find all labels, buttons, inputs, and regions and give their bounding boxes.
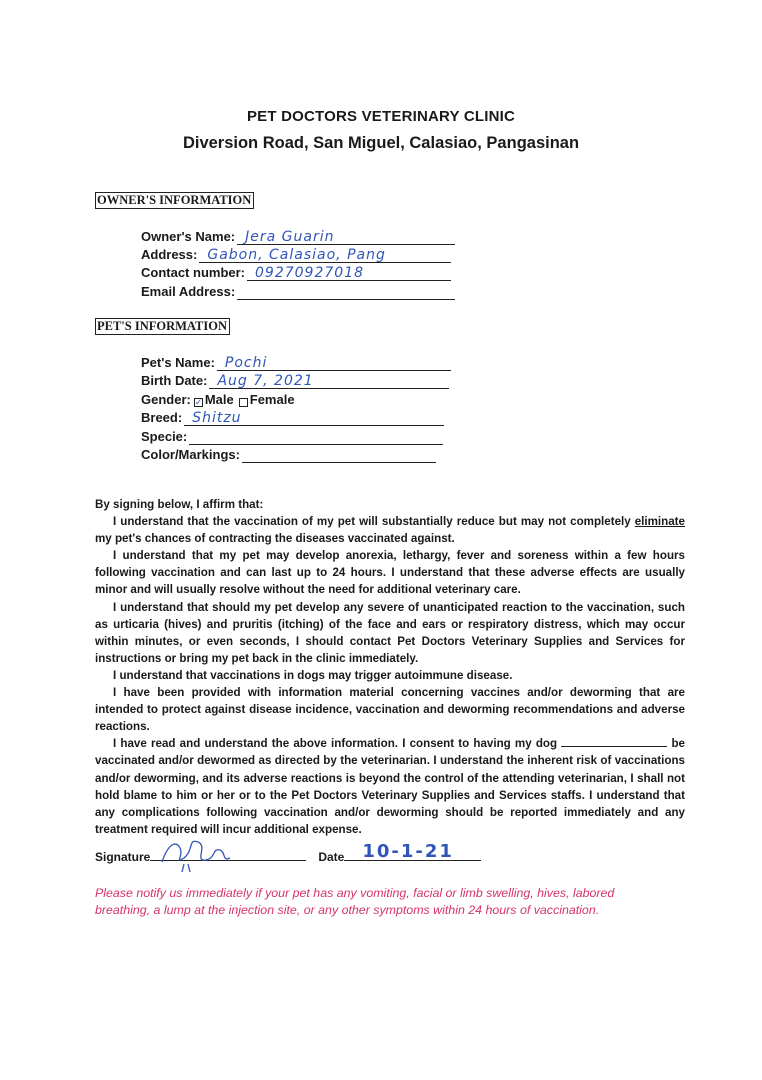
owner-email-label: Email Address: <box>141 284 236 299</box>
consent-paragraph-3: I understand that should my pet develop any severe of unanticipated reaction to the vaccination, such as urticaria (hives) and pruritis (itching) of the face and ears or respiratory distress, which may occur within minutes, or even seconds, I should contact Pet Doctors Veterinary Supplies and Services for instructions or bring my pet back in the clinic immediately. <box>95 600 685 665</box>
pet-name-value: Pochi <box>224 355 268 371</box>
p6-text-after: be vaccinated and/or dewormed as directed by the veterinarian. I understand the inherent risk of vaccinations and/or deworming, and its adverse reactions is beyond the control of the attending veterinarian, I shall not hold blame to him or her or to the Pet Doctors Veterinary Supplies and Services staffs. I understand that any complications following vaccination and/or deworming should be reported immediately and any treatment required will incur additional expense. <box>95 737 685 836</box>
date-field[interactable] <box>344 841 481 862</box>
owner-name-row <box>141 229 455 245</box>
pet-breed-field[interactable] <box>184 411 444 426</box>
pet-section-label: PET'S INFORMATION <box>95 318 230 335</box>
owner-email-field[interactable] <box>237 285 455 300</box>
dog-name-blank[interactable] <box>561 735 667 747</box>
owner-name-field[interactable] <box>237 230 455 245</box>
consent-intro: By signing below, I affirm that: <box>95 498 264 511</box>
owner-address-label: Address: <box>141 247 198 262</box>
pet-name-label: Pet's Name: <box>141 355 215 370</box>
male-option-label: Male <box>204 392 234 407</box>
pet-birth-value: Aug 7, 2021 <box>217 373 314 389</box>
pet-breed-label: Breed: <box>141 410 183 425</box>
clinic-address: Diversion Road, San Miguel, Calasiao, Pangasinan <box>182 134 580 152</box>
signature-label: Signature <box>95 850 151 864</box>
p1-text-before: I understand that the vaccination of my pet will substantially reduce but may not completely <box>113 515 635 529</box>
female-option-label: Female <box>249 392 295 407</box>
owner-name-label: Owner's Name: <box>141 229 236 244</box>
owner-email-row <box>141 284 455 300</box>
pet-birth-field[interactable] <box>209 374 449 389</box>
consent-paragraph-1 <box>95 513 685 547</box>
owner-contact-value: 09270927018 <box>255 265 364 281</box>
owner-address-value: Gabon, Calasiao, Pang <box>207 247 386 263</box>
signature-field[interactable] <box>150 848 306 861</box>
pet-gender-row <box>141 392 295 408</box>
pet-breed-row <box>141 410 444 426</box>
signature-row <box>95 841 481 864</box>
owner-contact-row <box>141 265 451 281</box>
consent-text <box>95 496 685 838</box>
pet-birth-label: Birth Date: <box>141 373 208 388</box>
p1-underlined-word: eliminate <box>634 515 685 529</box>
male-checkbox[interactable]: ✓ <box>194 397 203 407</box>
pet-color-row <box>141 447 436 463</box>
p6-text-before: I have read and understand the above information. I consent to having my dog <box>113 737 562 751</box>
date-value: 10-1-21 <box>362 841 454 862</box>
pet-gender-label: Gender: <box>141 392 191 407</box>
owner-address-row <box>141 247 451 263</box>
consent-paragraph-5: I have been provided with information material concerning vaccines and/or deworming that are intended to protect against disease incidence, vaccination and deworming recommendations and adverse reactions. <box>95 686 685 734</box>
pet-birth-row <box>141 373 449 389</box>
pet-specie-field[interactable] <box>189 430 443 445</box>
pet-name-row <box>141 355 451 371</box>
consent-paragraph-4: I understand that vaccinations in dogs may trigger autoimmune disease. <box>113 668 513 682</box>
owner-name-value: Jera Guarin <box>245 229 335 245</box>
female-checkbox[interactable] <box>239 398 248 407</box>
owner-contact-label: Contact number: <box>141 265 245 280</box>
pet-specie-label: Specie: <box>141 429 188 444</box>
owner-address-field[interactable] <box>199 248 451 263</box>
pet-color-field[interactable] <box>242 448 436 463</box>
consent-paragraph-6 <box>95 735 685 838</box>
owner-section-label: OWNER'S INFORMATION <box>95 192 254 209</box>
pet-specie-row <box>141 429 443 445</box>
date-label: Date <box>318 850 345 864</box>
pet-color-label: Color/Markings: <box>141 447 240 462</box>
notice-text: Please notify us immediately if your pet has any vomiting, facial or limb swelling, hives, labored breathing, a lump at the injection site, or any other symptoms within 24 hours of vaccination. <box>95 886 615 917</box>
handwritten-signature <box>154 834 244 874</box>
clinic-name: PET DOCTORS VETERINARY CLINIC <box>246 108 516 125</box>
p1-text-after: my pet's chances of contracting the diseases vaccinated against. <box>95 532 455 546</box>
pet-breed-value: Shitzu <box>192 410 242 426</box>
owner-contact-field[interactable] <box>247 266 451 281</box>
pet-name-field[interactable] <box>217 356 451 371</box>
consent-paragraph-2: I understand that my pet may develop anorexia, lethargy, fever and soreness within a few hours following vaccination and can last up to 24 hours. I understand that these adverse effects are usually minor and will usually resolve without the need for additional veterinary care. <box>95 549 685 597</box>
